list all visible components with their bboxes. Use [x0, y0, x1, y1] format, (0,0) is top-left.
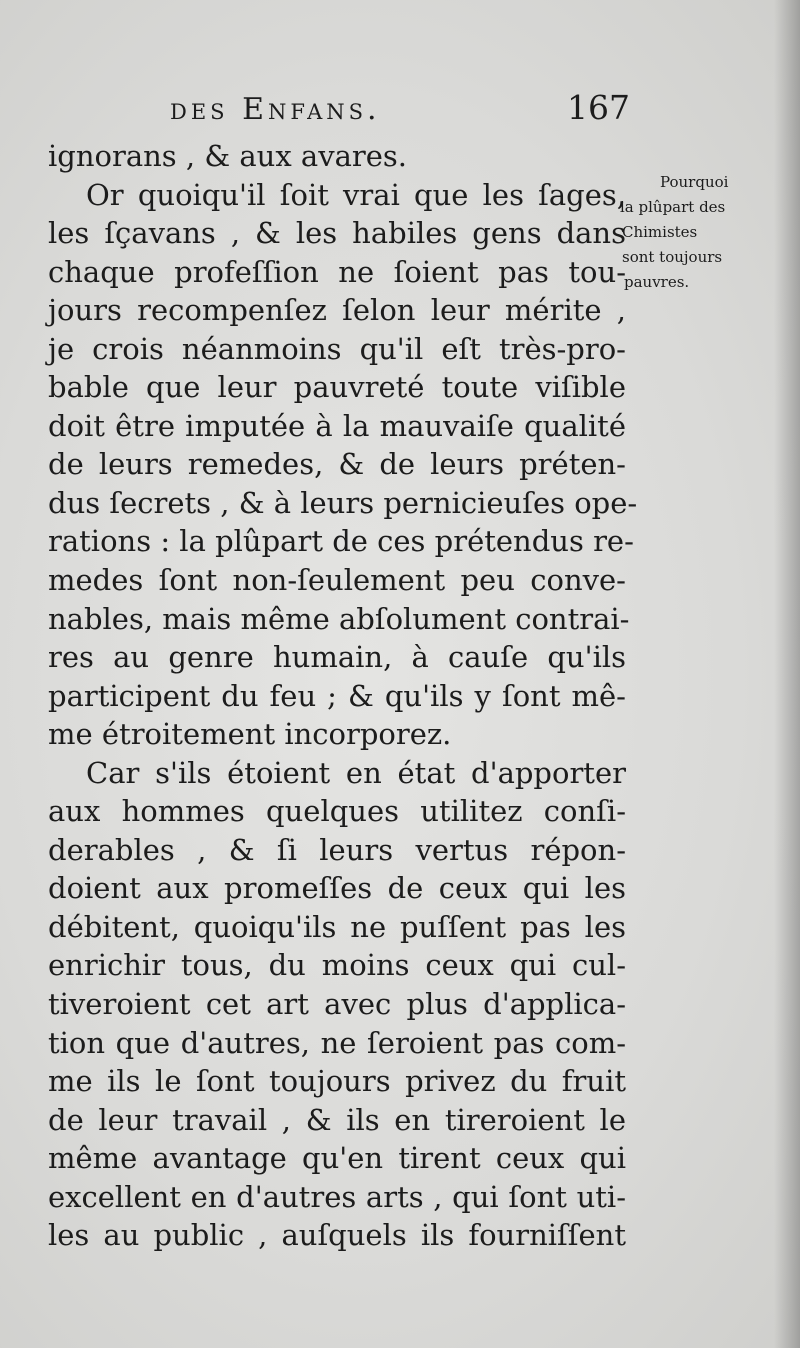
text-line: Or quoiqu'il ſoit vrai que les ſages, [86, 177, 626, 212]
text-line: tiveroient cet art avec plus d'applica- [48, 987, 626, 1022]
text-line: dus ſecrets , & à leurs pernicieuſes ope- [48, 485, 638, 520]
text-line: débitent, quoiqu'ils ne puſſent pas les [48, 909, 626, 944]
margin-note [620, 170, 766, 295]
text-line: je crois néanmoins qu'il eſt très-pro- [48, 331, 626, 366]
margin-note-line: pauvres. [624, 273, 690, 291]
margin-note-line: Pourquoi [660, 173, 729, 191]
text-line: chaque profeſſion ne ſoient pas tou- [48, 254, 626, 289]
margin-note-line: sont toujours [622, 248, 723, 266]
margin-note-line: Chimistes [622, 223, 698, 241]
text-line: jours recompenſez ſelon leur mérite , [48, 293, 626, 328]
text-line: excellent en d'autres arts , qui ſont uti- [48, 1179, 626, 1214]
text-line: bable que leur pauvreté toute viſible [48, 370, 626, 405]
text-line: derables , & ſi leurs vertus répon- [48, 832, 626, 867]
running-head: des Enfans. [170, 92, 381, 127]
text-line: doit être imputée à la mauvaiſe qualité [48, 408, 626, 443]
text-line: les au public , auſquels ils fourniſſent [48, 1218, 626, 1253]
text-line: rations : la plûpart de ces prétendus re- [48, 524, 634, 559]
text-line: Car s'ils étoient en état d'apporter [86, 755, 626, 790]
text-line: de leurs remedes, & de leurs préten- [48, 447, 626, 482]
text-line: ignorans , & aux avares. [48, 139, 408, 173]
page-header [170, 88, 630, 132]
text-line: me étroitement incorporez. [48, 717, 452, 752]
text-line: enrichir tous, du moins ceux qui cul- [48, 948, 626, 983]
text-line: participent du feu ; & qu'ils y ſont mê- [48, 678, 626, 713]
text-line: aux hommes quelques utilitez conſi- [48, 794, 626, 829]
text-line: les ſçavans , & les habiles gens dans [48, 216, 626, 251]
text-line: de leur travail , & ils en tireroient le [48, 1102, 626, 1137]
text-line: doient aux promeſſes de ceux qui les [48, 871, 626, 906]
text-line: medes ſont non-ſeulement peu conve- [48, 563, 626, 598]
text-line: me ils le ſont toujours privez du fruit [48, 1064, 626, 1099]
text-line: tion que d'autres, ne ſeroient pas com- [48, 1025, 626, 1060]
page-number: 167 [567, 88, 630, 127]
text-line: même avantage qu'en tirent ceux qui [48, 1141, 626, 1176]
page-edge-shadow [774, 0, 800, 1348]
margin-note-line: la plûpart des [620, 198, 726, 216]
body-text [48, 137, 638, 1255]
text-line: nables, mais même abſolument contrai- [48, 601, 630, 636]
text-line: res au genre humain, à cauſe qu'ils [48, 640, 626, 675]
